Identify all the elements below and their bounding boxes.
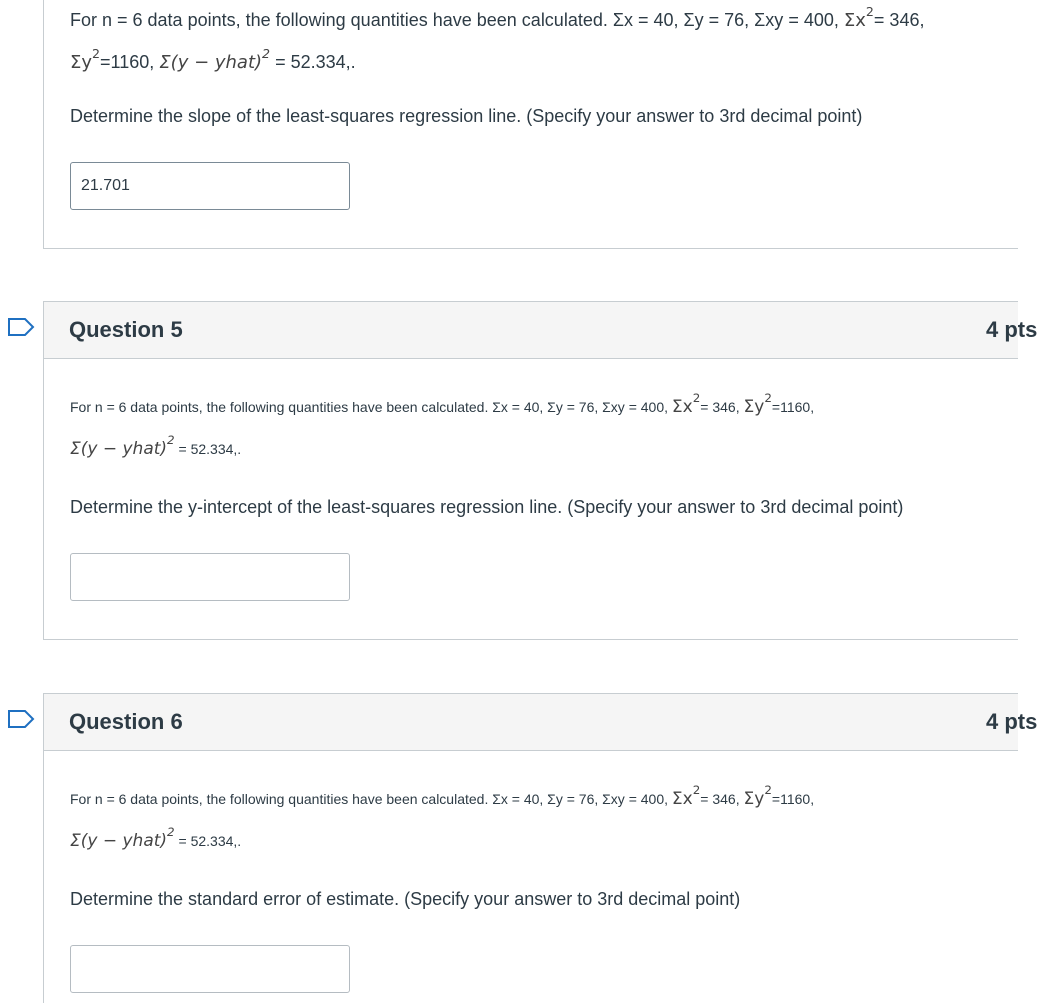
q5-answer-input[interactable] xyxy=(70,553,350,601)
q4-prompt: Determine the slope of the least-squares regression line. (Specify your answer to 3rd decimal point) xyxy=(70,106,863,126)
question-5-title: Question 5 xyxy=(69,317,183,342)
question-6-body xyxy=(43,751,1018,1003)
question-5-header xyxy=(43,301,1037,359)
q5-given-line-1: For n = 6 data points, the following quantities have been calculated. Σx = 40, Σy = 76, Σxy = 400, $\Sigma x^2= 346$, $\Sigma y^2=1160$, xyxy=(70,391,815,417)
q5-prompt: Determine the y-intercept of the least-squares regression line. (Specify your answer to 3rd decimal point) xyxy=(70,497,904,517)
flag-icon[interactable] xyxy=(7,709,35,729)
question-6-points: 4 pts xyxy=(986,709,1037,734)
flag-icon[interactable] xyxy=(7,317,35,337)
q6-given-line-1: For n = 6 data points, the following quantities have been calculated. Σx = 40, Σy = 76, Σxy = 400, $\Sigma x^2= 346$, $\Sigma y^2=1160$, xyxy=(70,783,815,809)
q5-given-line-2: Σ(y − yhat)$^2$ = 52.334,. xyxy=(70,433,242,459)
q6-prompt: Determine the standard error of estimate. (Specify your answer to 3rd decimal point) xyxy=(70,889,741,909)
q4-given-line-1: For n = 6 data points, the following quantities have been calculated. Σx = 40, Σy = 76, Σxy = 400, $\Sigma x^2= 346$, xyxy=(70,4,925,31)
question-4-body xyxy=(43,0,1018,249)
q6-answer-input[interactable] xyxy=(70,945,350,993)
question-5-points: 4 pts xyxy=(986,317,1037,342)
q4-given-line-2: $\Sigma y^2=1160$, Σ(y − yhat)$^2$ = 52.334,. xyxy=(70,46,356,73)
q6-given-line-2: Σ(y − yhat)$^2$ = 52.334,. xyxy=(70,825,242,851)
question-5-body xyxy=(43,359,1018,640)
question-6-title: Question 6 xyxy=(69,709,183,734)
question-6-header xyxy=(43,693,1037,751)
q4-answer-input[interactable] xyxy=(70,162,350,210)
